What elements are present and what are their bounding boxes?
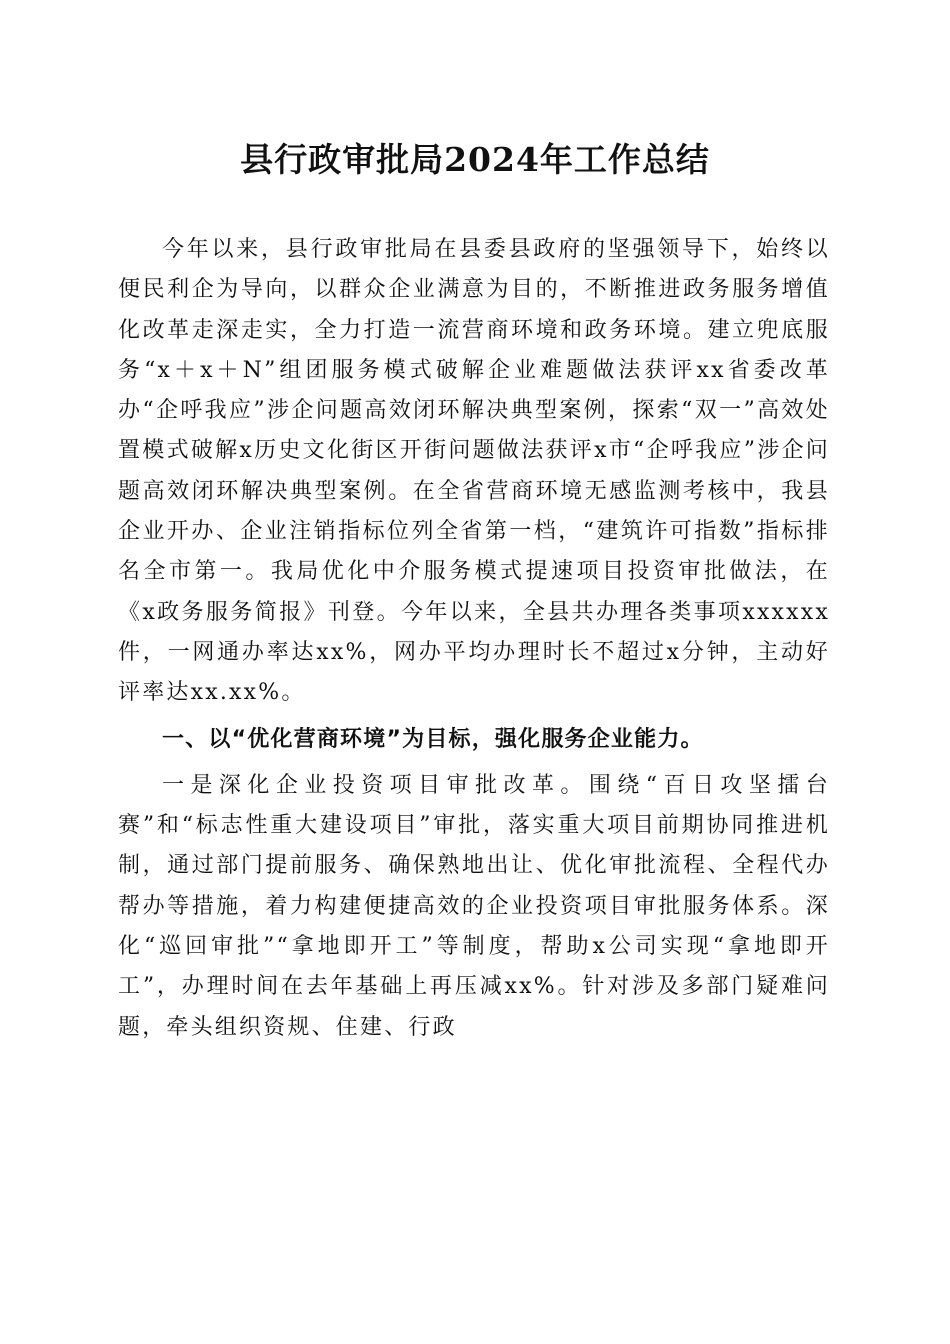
- intro-paragraph: 今年以来，县行政审批局在县委县政府的坚强领导下，始终以便民利企为导向，以群众企业满意为目的，不断推进政务服务增值化改革走深走实，全力打造一流营商环境和政务环境。建立兜底服务“x＋x＋N”组团服务模式破解企业难题做法获评xx省委改革办“企呼我应”涉企问题高效闭环解决典型案例，探索“双一”高效处置模式破解x历史文化街区开街问题做法获评x市“企呼我应”涉企问题高效闭环解决典型案例。在全省营商环境无感监测考核中，我县企业开办、企业注销指标位列全省第一档，“建筑许可指数”指标排名全市第一。我局优化中介服务模式提速项目投资审批做法，在《x政务服务简报》刊登。今年以来，全县共办理各类事项xxxxxx件，一网通办率达xx%，网办平均办理时长不超过x分钟，主动好评率达xx.xx%。: [118, 237, 830, 706]
- section-heading-1: 一、以“优化营商环境”为目标，强化服务企业能力。: [162, 726, 704, 752]
- document-title: 县行政审批局2024年工作总结: [240, 140, 710, 179]
- document-body: [118, 230, 830, 1048]
- section-1-paragraph-1: 一是深化企业投资项目审批改革。围绕“百日攻坚擂台赛”和“标志性重大建设项目”审批，落实重大项目前期协同推进机制，通过部门提前服务、确保熟地出让、优化审批流程、全程代办帮办等措施，着力构建便捷高效的企业投资项目审批服务体系。深化“巡回审批”“拿地即开工”等制度，帮助x公司实现“拿地即开工”，办理时间在去年基础上再压减xx%。针对涉及多部门疑难问题，牵头组织资规、住建、行政: [118, 772, 830, 1040]
